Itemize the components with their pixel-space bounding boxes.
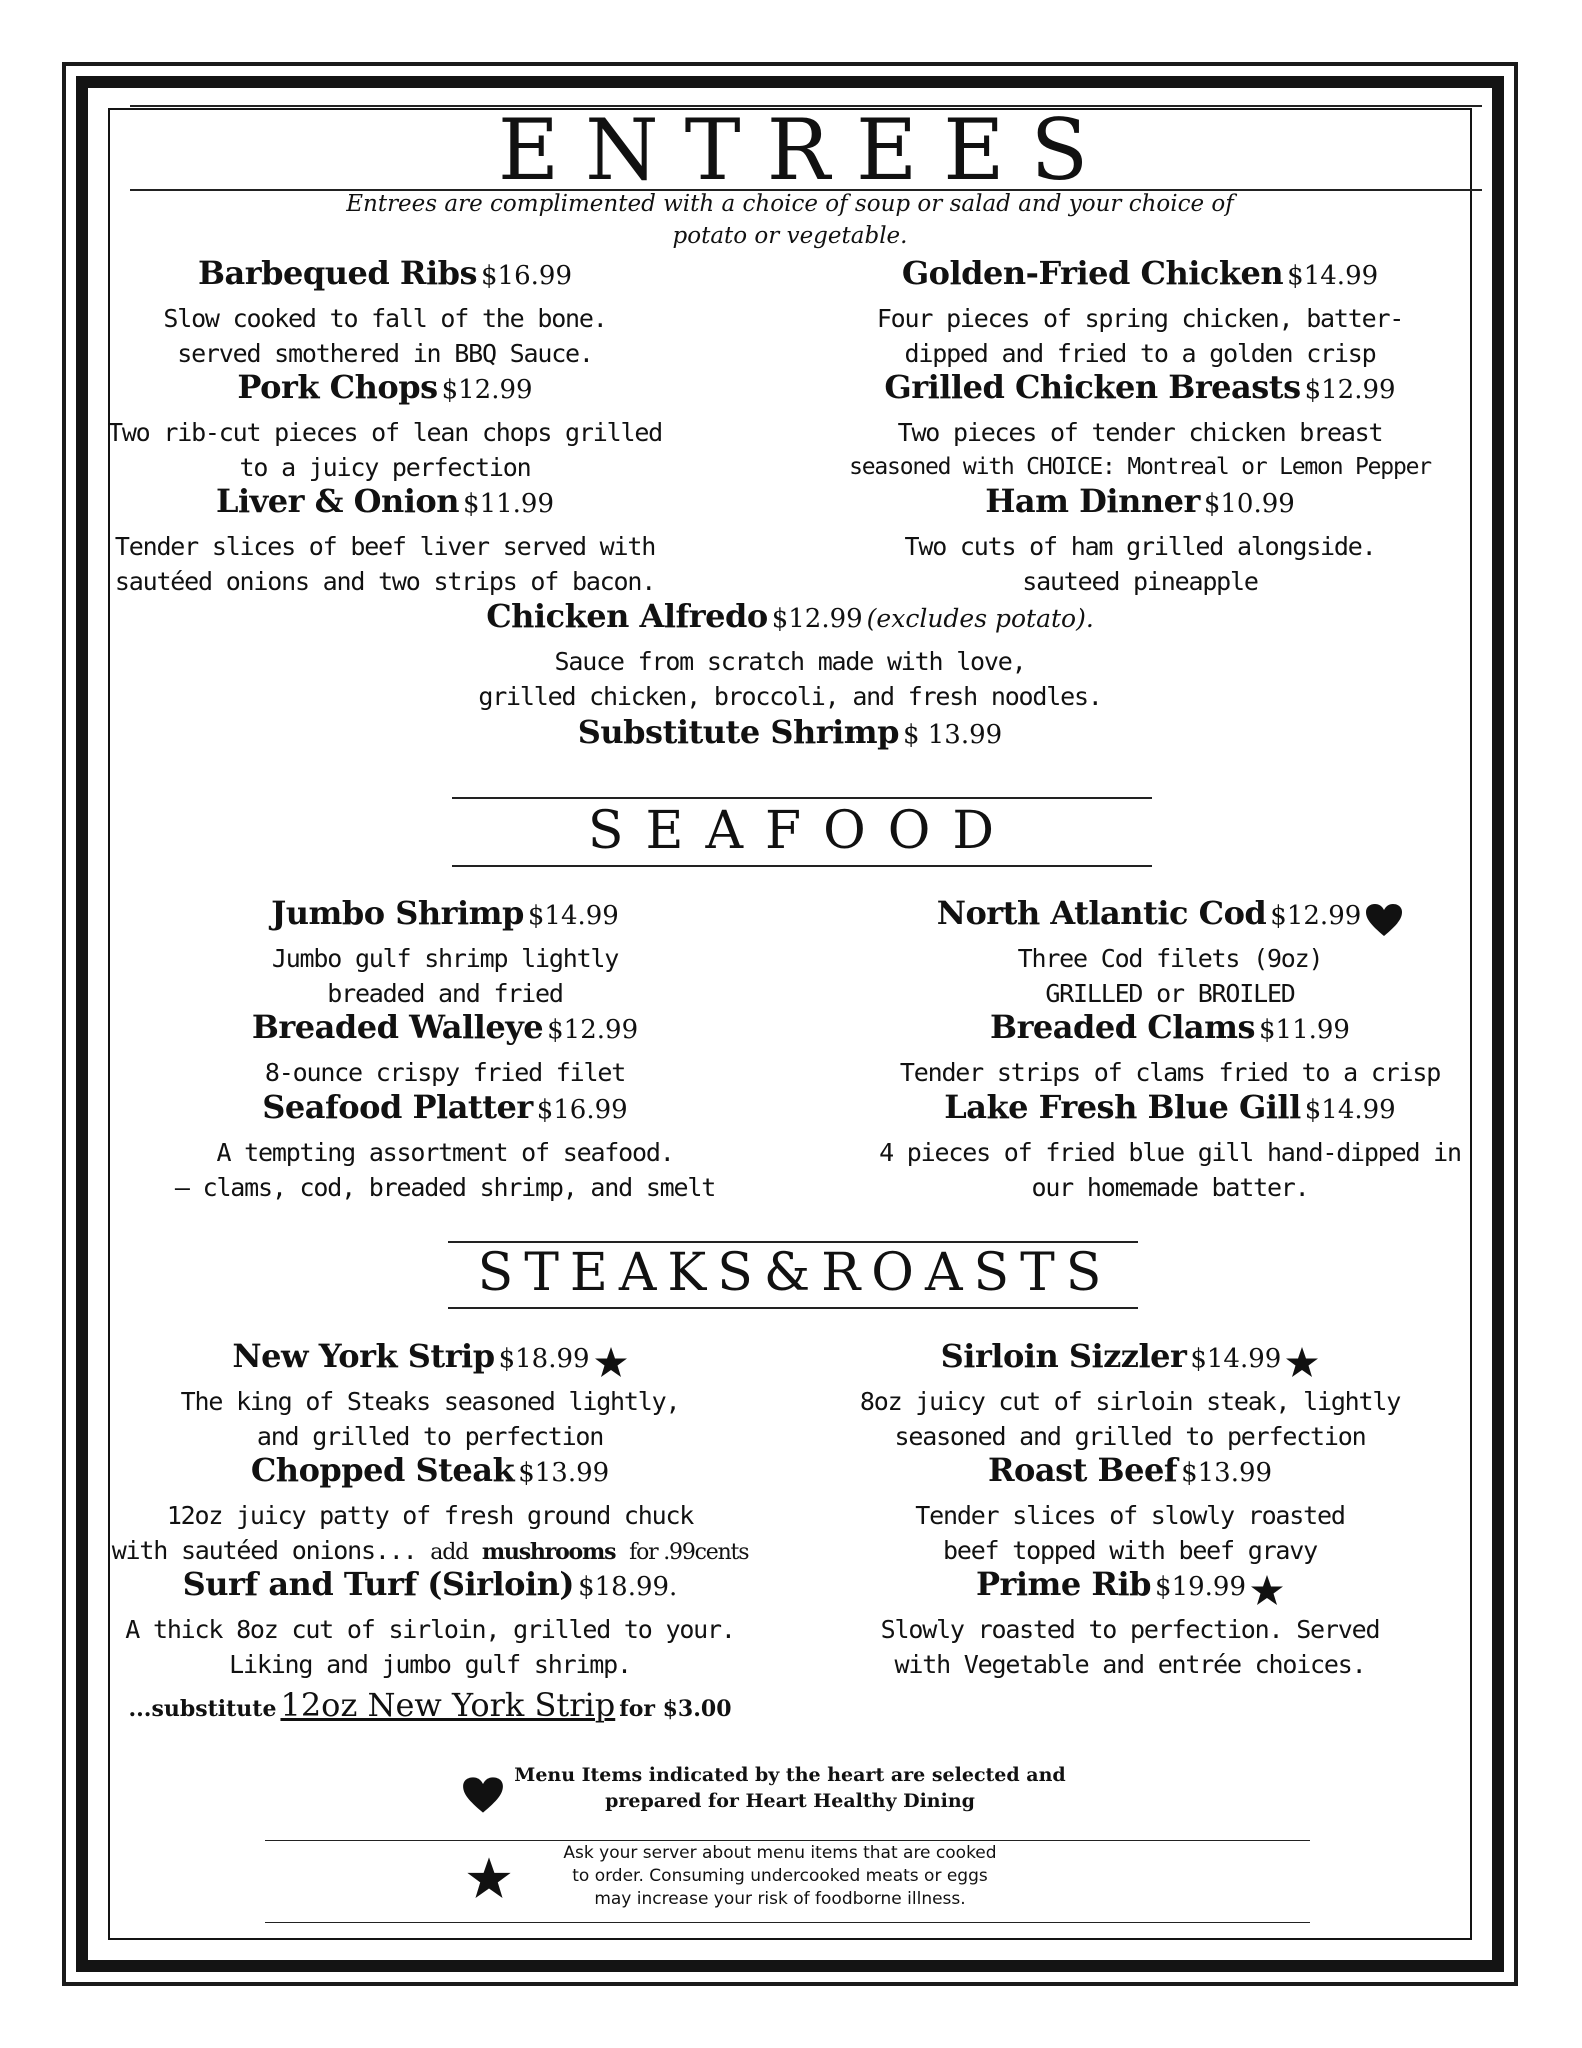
item-name: Breaded Walleye <box>251 1008 544 1046</box>
legend-heart-line-1: Menu Items indicated by the heart are selected and <box>514 1764 1066 1786</box>
item-price: $14.99 <box>1287 261 1379 291</box>
item-price: $18.99 <box>498 1344 590 1374</box>
item-price: $12.99 <box>547 1015 639 1045</box>
menu-item-lake-fresh-blue-gill <box>850 1086 1490 1205</box>
menu-item-ham-dinner <box>790 480 1490 599</box>
menu-item-new-york-strip <box>80 1335 780 1454</box>
item-desc-line-1: A thick 8oz cut of sirloin, grilled to your. <box>125 1615 735 1644</box>
item-price: $14.99 <box>1304 1095 1396 1125</box>
item-desc-line-2: sautéed onions and two strips of bacon. <box>114 567 656 596</box>
item-desc-line-1: 8-ounce crispy fried filet <box>264 1058 626 1087</box>
item-desc-line-1: Tender strips of clams fried to a crisp <box>899 1058 1441 1087</box>
item-desc-line-2: served smothered in BBQ Sauce. <box>177 339 593 368</box>
seafood-title: SEAFOOD <box>587 801 1017 861</box>
menu-item-prime-rib <box>800 1563 1460 1682</box>
item-name: Golden-Fried Chicken <box>901 254 1284 292</box>
menu-item-sirloin-sizzler <box>800 1335 1460 1454</box>
menu-item-breaded-clams <box>850 1006 1490 1090</box>
item-name: Surf and Turf (Sirloin) <box>182 1565 575 1603</box>
legend-star-icon <box>466 1856 512 1902</box>
add-on-price: for .99cents <box>629 1540 749 1565</box>
item-price: $16.99 <box>536 1095 628 1125</box>
entrees-title: ENTREES <box>497 101 1115 199</box>
item-desc-line-1: Two pieces of tender chicken breast <box>897 418 1383 447</box>
item-name: Sirloin Sizzler <box>940 1337 1187 1375</box>
steaks-title: STEAKS&ROASTS <box>477 1243 1113 1303</box>
item-desc-line-1: Tender slices of beef liver served with <box>114 532 656 561</box>
item-price: $16.99 <box>481 261 572 291</box>
legend-bottom-rule <box>265 1922 1310 1923</box>
item-price: $10.99 <box>1203 489 1295 519</box>
menu-item-golden-fried-chicken <box>790 252 1490 371</box>
menu-item-chopped-steak <box>80 1449 780 1570</box>
legend-star-line-1: Ask your server about menu items that are cooked <box>563 1843 997 1863</box>
item-desc-line-2: our homemade batter. <box>1031 1173 1309 1202</box>
item-desc-line-1: Sauce from scratch made with love, <box>554 647 1026 676</box>
item-name: Ham Dinner <box>985 482 1200 520</box>
legend-star-line-3: may increase your risk of foodborne illness. <box>594 1889 966 1909</box>
item-price: $12.99 <box>771 604 863 634</box>
star-icon <box>1250 1582 1284 1599</box>
item-price: $14.99 <box>1190 1344 1282 1374</box>
desc-text: with sautéed onions... <box>111 1536 417 1565</box>
menu-item-north-atlantic-cod <box>850 892 1490 1011</box>
item-name: Roast Beef <box>987 1451 1178 1489</box>
item-name: Chopped Steak <box>250 1451 515 1489</box>
legend-heart-text <box>510 1762 1070 1814</box>
item-name: Lake Fresh Blue Gill <box>944 1088 1301 1126</box>
item-desc-line-1: Two rib-cut pieces of lean chops grilled <box>107 418 663 447</box>
add-on-text: add <box>430 1540 468 1565</box>
item-price: $12.99 <box>441 375 533 405</box>
menu-item-seafood-platter <box>120 1086 770 1205</box>
item-price: $11.99 <box>463 489 555 519</box>
item-price: $19.99 <box>1155 1572 1247 1602</box>
item-desc-line-2: with Vegetable and entrée choices. <box>894 1650 1366 1679</box>
legend-star-text <box>520 1842 1040 1911</box>
item-price: $14.99 <box>527 901 619 931</box>
star-icon <box>1285 1354 1319 1371</box>
menu-item-pork-chops <box>70 366 700 485</box>
legend-star-line-2: to order. Consuming undercooked meats or eggs <box>572 1866 988 1886</box>
item-price: $12.99 <box>1304 375 1396 405</box>
item-desc-line-2: Liking and jumbo gulf shrimp. <box>229 1650 631 1679</box>
item-name: Breaded Clams <box>990 1008 1255 1046</box>
item-desc-line-2: GRILLED or BROILED <box>1045 979 1295 1008</box>
item-price: $13.99 <box>1181 1458 1273 1488</box>
menu-item-surf-and-turf <box>80 1563 780 1735</box>
item-desc-line-2: – clams, cod, breaded shrimp, and smelt <box>174 1173 716 1202</box>
item-name: New York Strip <box>232 1337 495 1375</box>
item-price: $ 13.99 <box>902 720 1003 750</box>
item-name: Substitute Shrimp <box>577 713 899 751</box>
item-desc-line-2: and grilled to perfection <box>256 1422 604 1451</box>
item-desc-line-1: Jumbo gulf shrimp lightly <box>271 944 619 973</box>
item-desc-line-1: 8oz juicy cut of sirloin steak, lightly <box>859 1387 1401 1416</box>
item-desc-line-2: grilled chicken, broccoli, and fresh noodles. <box>478 682 1102 711</box>
legend-heart-line-2: prepared for Heart Healthy Dining <box>605 1790 975 1812</box>
item-desc-line-1: 12oz juicy patty of fresh ground chuck <box>166 1501 694 1530</box>
item-desc-line-2: seasoned and grilled to perfection <box>894 1422 1366 1451</box>
item-name: Prime Rib <box>975 1565 1152 1603</box>
steaks-bottom-rule <box>448 1307 1138 1309</box>
item-desc-line-2: beef topped with beef gravy <box>943 1536 1317 1565</box>
item-desc-line-1: Four pieces of spring chicken, batter- <box>876 304 1404 333</box>
menu-item-liver-onion <box>70 480 700 599</box>
menu-item-substitute-shrimp <box>330 711 1250 760</box>
substitute-ny-strip-link: 12oz New York Strip <box>280 1686 616 1724</box>
item-desc-line-2: breaded and fried <box>327 979 563 1008</box>
item-name: Liver & Onion <box>215 482 460 520</box>
star-icon <box>594 1354 628 1371</box>
menu-item-breaded-walleye <box>120 1006 770 1090</box>
menu-item-chicken-alfredo <box>330 595 1250 714</box>
menu-item-barbequed-ribs <box>70 252 700 371</box>
item-name: North Atlantic Cod <box>936 894 1267 932</box>
heart-icon <box>1365 911 1403 928</box>
item-name: Seafood Platter <box>262 1088 533 1126</box>
item-price: $13.99 <box>518 1458 610 1488</box>
item-desc-line-1: Three Cod filets (9oz) <box>1017 944 1323 973</box>
menu-item-grilled-chicken-breasts <box>790 366 1490 485</box>
item-desc-line-2: sauteed pineapple <box>1022 567 1258 596</box>
item-name: Barbequed Ribs <box>197 254 478 292</box>
item-desc-line-1: Two cuts of ham grilled alongside. <box>904 532 1376 561</box>
item-desc-line-1: 4 pieces of fried blue gill hand-dipped in <box>879 1138 1461 1167</box>
item-price: $12.99 <box>1270 901 1362 931</box>
entrees-note-line-1: Entrees are complimented with a choice of soup or salad and your choice of <box>346 191 1234 217</box>
item-desc-line-1: Slow cooked to fall of the bone. <box>163 304 607 333</box>
legend-heart-icon <box>462 1776 504 1814</box>
substitute-price: for $3.00 <box>619 1696 732 1722</box>
legend-top-rule <box>265 1840 1310 1841</box>
item-desc-line-2: dipped and fried to a golden crisp <box>904 339 1376 368</box>
item-desc-line-1: Slowly roasted to perfection. Served <box>880 1615 1380 1644</box>
item-desc-line-2: to a juicy perfection <box>239 453 531 482</box>
item-price: $18.99. <box>578 1572 678 1602</box>
entrees-note-line-2: potato or vegetable. <box>672 223 908 249</box>
item-name: Pork Chops <box>237 368 438 406</box>
substitute-prefix: ...substitute <box>128 1696 277 1722</box>
menu-item-jumbo-shrimp <box>120 892 770 1011</box>
item-desc-line-1: Tender slices of slowly roasted <box>915 1501 1345 1530</box>
item-price: $11.99 <box>1259 1015 1350 1045</box>
item-name: Chicken Alfredo <box>486 597 768 635</box>
item-desc-line-1: A tempting assortment of seafood. <box>216 1138 674 1167</box>
add-on-mushrooms: mushrooms <box>481 1539 616 1565</box>
item-extra-note: (excludes potato). <box>866 604 1094 633</box>
menu-item-roast-beef <box>800 1449 1460 1568</box>
seafood-bottom-rule <box>452 865 1152 867</box>
item-desc-line-1: The king of Steaks seasoned lightly, <box>180 1387 680 1416</box>
item-name: Jumbo Shrimp <box>271 894 524 932</box>
entrees-note <box>200 188 1380 252</box>
item-desc-line-2: seasoned with CHOICE: Montreal or Lemon Pepper <box>849 454 1431 480</box>
item-name: Grilled Chicken Breasts <box>884 368 1301 406</box>
